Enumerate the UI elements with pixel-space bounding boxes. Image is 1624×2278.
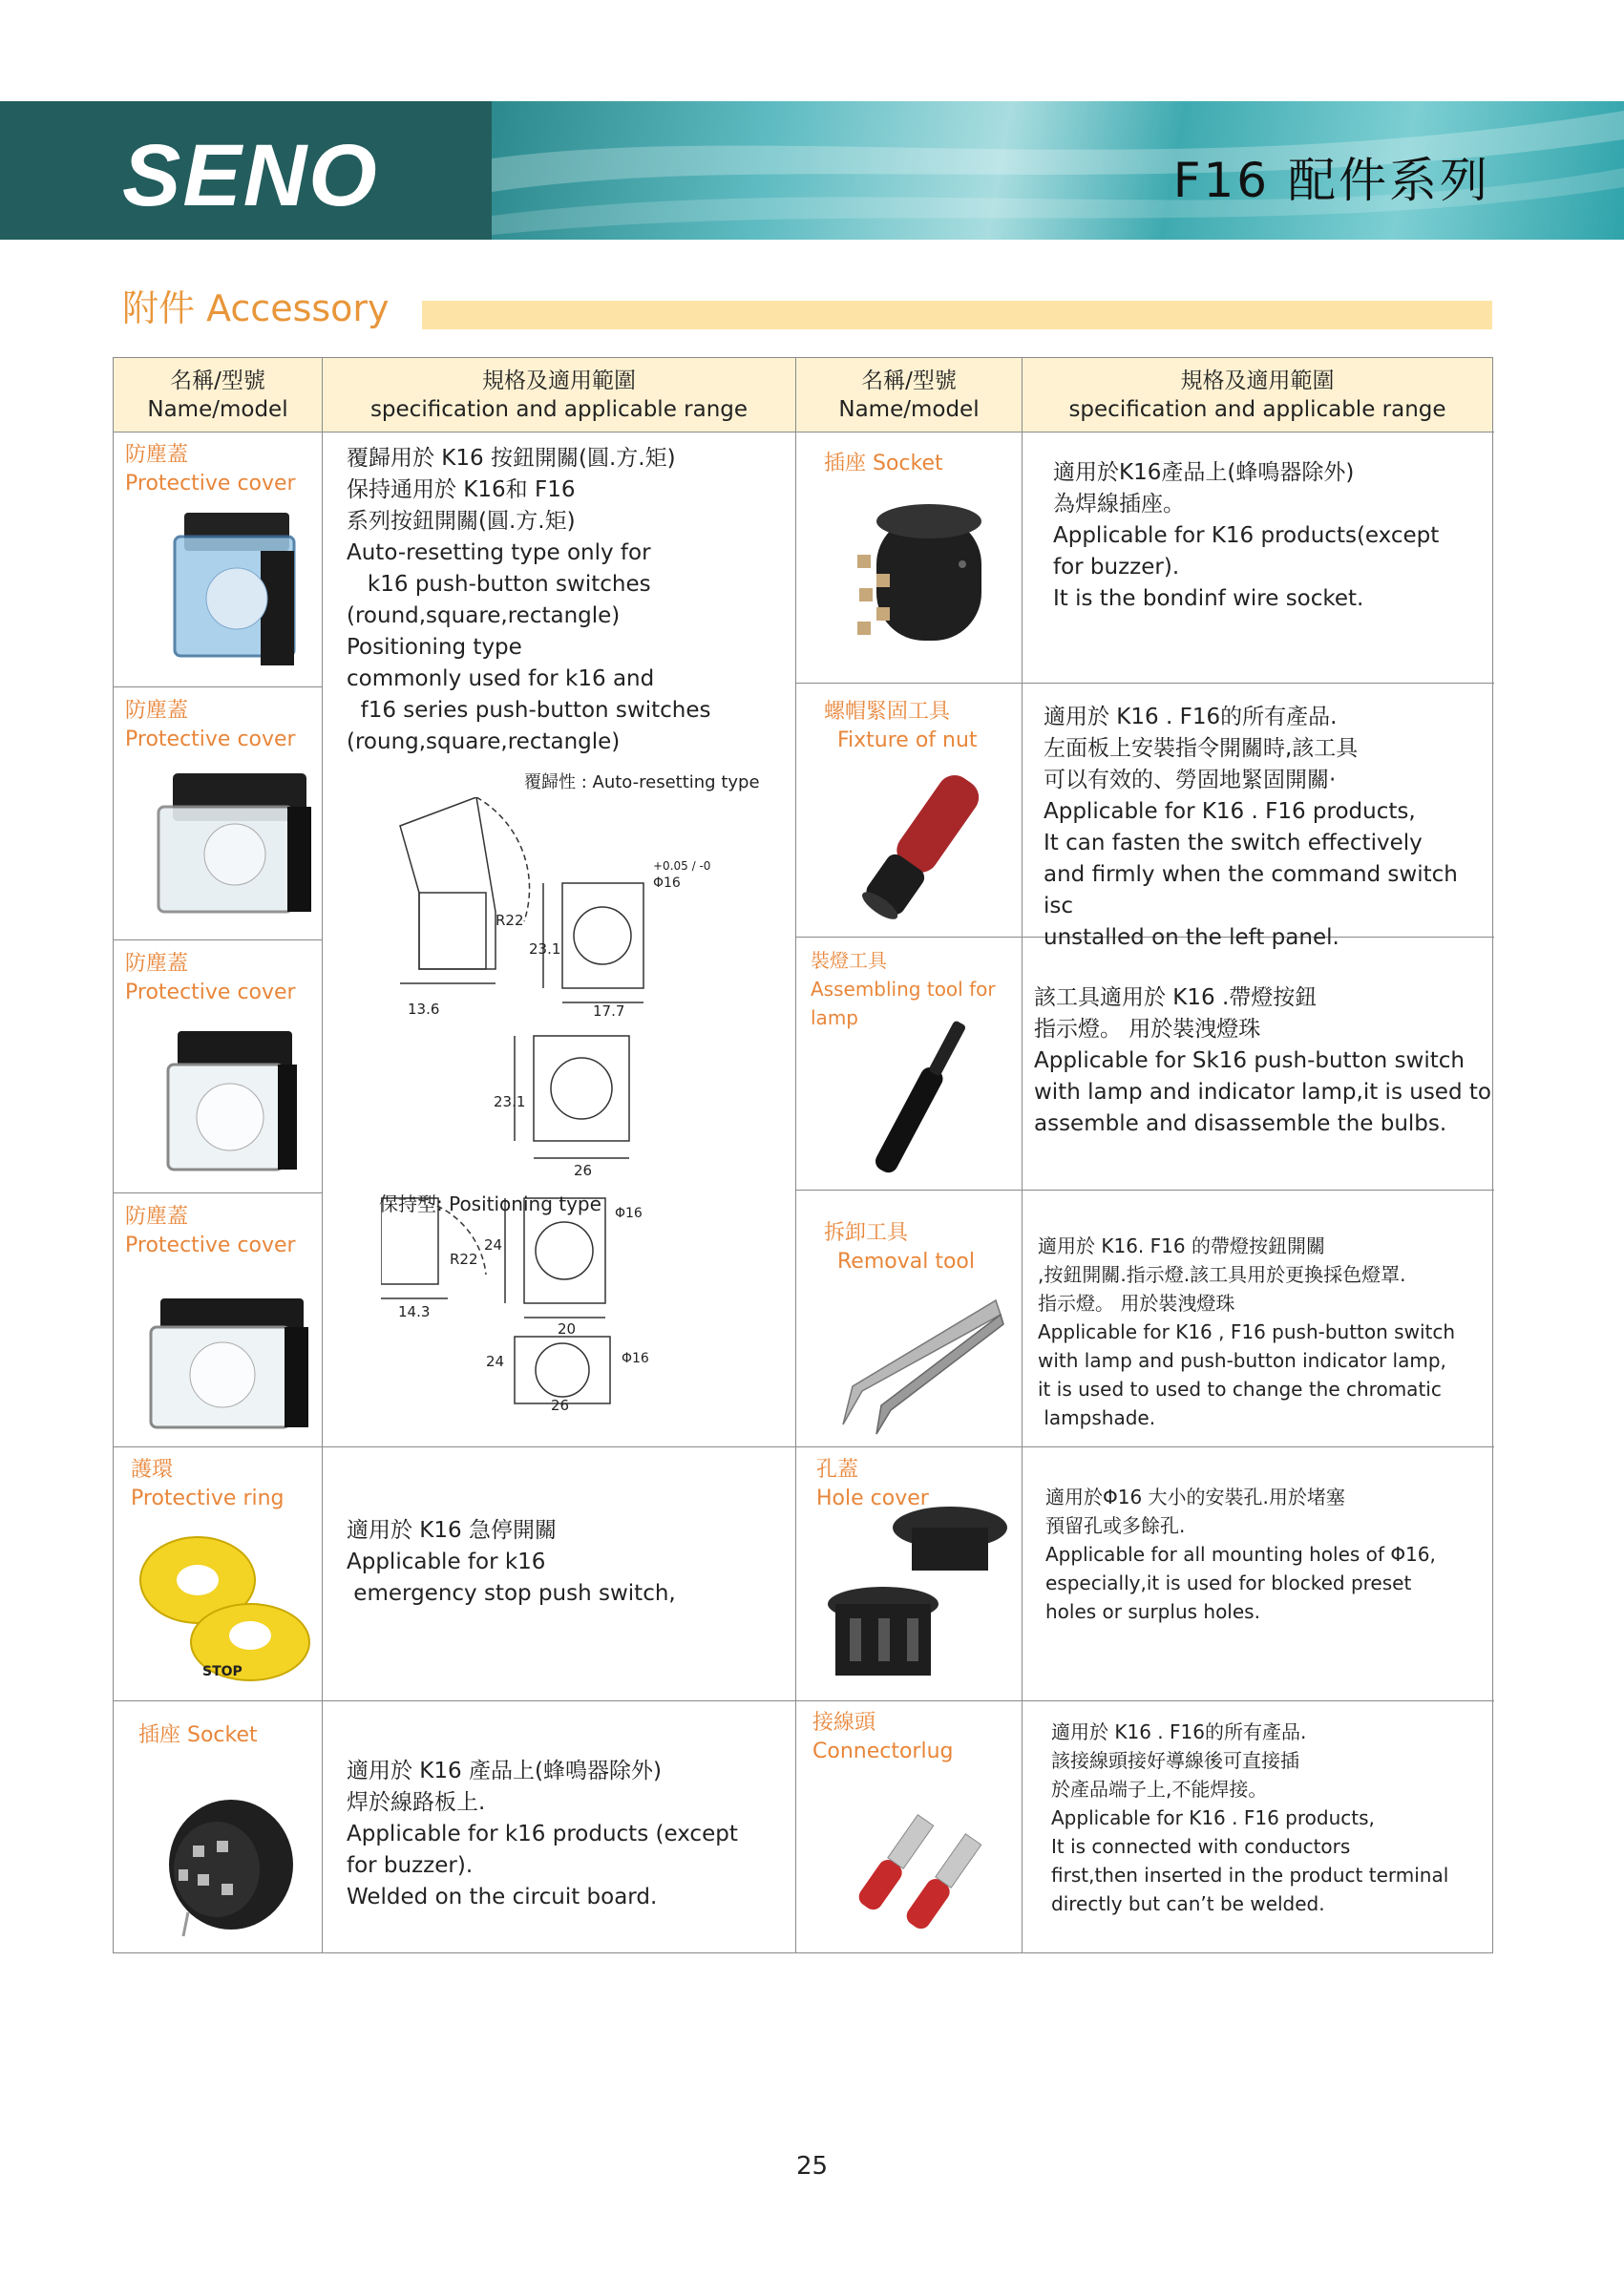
dim-label: 13.6	[408, 1001, 440, 1018]
dim-label: 20	[558, 1320, 577, 1338]
spec-line: Auto-resetting type only for	[347, 540, 651, 565]
spec-line: 該工具適用於 K16 .帶燈按鈕	[1034, 985, 1318, 1010]
hole-cover-spec-text	[1045, 1483, 1492, 1626]
spec-line: for buzzer).	[1053, 555, 1180, 580]
connector-lug-photo	[832, 1781, 1003, 1948]
positioning-type-label: 保持型: Positioning type	[379, 1192, 601, 1215]
protective-ring-photo	[131, 1523, 312, 1685]
spec-line: 於產品端子上,不能焊接。	[1051, 1778, 1268, 1801]
item-assembling-tool	[811, 946, 1021, 1032]
section-title: 附件 Accessory	[122, 287, 390, 329]
spec-line: 適用於 K16 產品上(蜂鳴器除外)	[347, 1759, 662, 1783]
item-name-cn: 螺帽緊固工具	[824, 700, 951, 724]
spec-line: It can fasten the switch effectively	[1044, 831, 1423, 855]
item-name-cn: 防塵蓋	[125, 443, 189, 467]
hole-cover-photo	[826, 1489, 1017, 1690]
header-left-name-en: Name/model	[147, 397, 288, 422]
item-name-en: Protective ring	[131, 1487, 285, 1510]
header-banner	[0, 101, 1624, 240]
item-fixture-of-nut	[824, 698, 1020, 755]
header-right-name-en: Name/model	[838, 397, 980, 422]
dim-label: 23.1	[529, 940, 561, 958]
ring-spec-text	[347, 1515, 786, 1610]
dim-label: 26	[551, 1397, 570, 1414]
spec-line: 為焊線插座。	[1053, 492, 1185, 517]
seno-logo: SENO	[122, 127, 379, 224]
section-title-bar	[422, 301, 1492, 329]
spec-line: 指示燈。 用於裝洩燈珠	[1038, 1292, 1235, 1315]
spec-line: for buzzer).	[347, 1853, 474, 1878]
spec-line: unstalled on the left panel.	[1044, 925, 1339, 950]
table-divider	[1022, 358, 1023, 1952]
item-name-cn: 防塵蓋	[125, 952, 189, 976]
table-divider	[114, 686, 322, 687]
dim-label: R22	[496, 912, 524, 929]
item-name-en: Connectorlug	[812, 1740, 954, 1763]
socket-photo	[838, 497, 991, 660]
item-name-cn: 護環	[131, 1458, 174, 1482]
dim-label: 17.7	[593, 1002, 625, 1020]
item-name-en: Fixture of nut	[824, 728, 978, 752]
assembling-tool-spec-text	[1034, 982, 1492, 1140]
dim-label: R22	[450, 1251, 478, 1268]
spec-line: assemble and disassemble the bulbs.	[1034, 1111, 1447, 1136]
dim-label: Φ16	[615, 1206, 643, 1221]
spec-line: Applicable for all mounting holes of Φ16,	[1045, 1543, 1436, 1566]
header-right-spec-cn: 規格及適用範圍	[1180, 369, 1335, 393]
header-left-name	[114, 358, 322, 432]
protective-cover-photo	[158, 1026, 302, 1179]
dim-label: 24	[486, 1353, 505, 1370]
item-name-cn: 拆卸工具	[824, 1221, 909, 1245]
dimension-drawing	[381, 797, 782, 1408]
item-removal-tool	[824, 1219, 1020, 1276]
header-right-spec	[1023, 358, 1492, 432]
item-name-cn: 接線頭	[812, 1711, 876, 1735]
item-name-cn: 裝燈工具	[811, 949, 887, 972]
svg-text:STOP: STOP	[202, 1664, 243, 1679]
item-protective-cover-4	[125, 1203, 316, 1260]
spec-line: ,按鈕開關.指示燈.該工具用於更換採色燈罩.	[1038, 1263, 1406, 1286]
dimension-diagrams	[381, 769, 782, 1437]
accessory-table	[113, 357, 1493, 1953]
socket-photo	[150, 1779, 303, 1941]
item-name-cn: 孔蓋	[816, 1458, 859, 1482]
item-name-en: Protective cover	[125, 981, 296, 1004]
fixture-of-nut-spec-text	[1044, 702, 1492, 954]
spec-line: Applicable for k16 products (except	[347, 1822, 738, 1846]
spec-line: first,then inserted in the product terminal	[1051, 1864, 1449, 1887]
item-name: 插座 Socket	[824, 452, 943, 475]
spec-line: 適用於 K16 急停開關	[347, 1518, 557, 1543]
dim-label: Φ16	[653, 875, 681, 891]
spec-line: Applicable for k16	[347, 1550, 546, 1574]
spec-line: 可以有效的、勞固地緊固開關·	[1044, 768, 1337, 792]
spec-line: f16 series push-button switches	[347, 698, 711, 723]
item-socket-left	[138, 1721, 315, 1750]
spec-line: 保持通用於 K16和 F16	[347, 477, 576, 502]
item-name-en: Hole cover	[816, 1487, 929, 1510]
table-divider	[114, 939, 322, 940]
table-divider	[114, 1446, 1494, 1447]
protective-cover-photo	[154, 769, 316, 921]
protective-cover-photo	[146, 1294, 313, 1432]
spec-line: 該接線頭接好導線後可直接插	[1051, 1749, 1299, 1772]
spec-line: k16 push-button switches	[347, 572, 651, 597]
dim-label: Φ16	[622, 1351, 649, 1366]
spec-line: 適用於 K16 . F16的所有產品.	[1051, 1720, 1307, 1743]
spec-line: it is used to used to change the chromatic	[1038, 1378, 1442, 1401]
item-name-cn: 防塵蓋	[125, 699, 189, 723]
spec-line: (roung,square,rectangle)	[347, 729, 621, 754]
spec-line: especially,it is used for blocked preset	[1045, 1571, 1412, 1594]
spec-line: 適用於 K16. F16 的帶燈按鈕開關	[1038, 1234, 1325, 1257]
item-name-en: Protective cover	[125, 728, 296, 751]
spec-line: 焊於線路板上.	[347, 1790, 486, 1815]
spec-line: holes or surplus holes.	[1045, 1600, 1260, 1623]
header-left-spec-en: specification and applicable range	[369, 397, 749, 422]
item-name-cn: 防塵蓋	[125, 1205, 189, 1229]
spec-line: directly but can’t be welded.	[1051, 1892, 1325, 1915]
socket-right-spec-text	[1053, 457, 1487, 615]
spec-line: 適用於Φ16 大小的安裝孔.用於堵塞	[1045, 1486, 1345, 1508]
spec-line: Welded on the circuit board.	[347, 1885, 658, 1909]
item-protective-ring	[131, 1456, 317, 1679]
spec-line: with lamp and indicator lamp,it is used to	[1034, 1080, 1491, 1105]
spec-line: Applicable for K16 . F16 products,	[1044, 799, 1416, 824]
header-left-spec	[323, 358, 795, 432]
spec-line: Positioning type	[347, 635, 522, 660]
header-right-spec-en: specification and applicable range	[1068, 397, 1446, 422]
item-name: 插座 Socket	[138, 1723, 258, 1747]
dim-label: 23.1	[494, 1093, 526, 1110]
assembling-tool-photo	[830, 1013, 1011, 1185]
table-divider	[795, 683, 1494, 684]
connector-lug-spec-text	[1051, 1718, 1492, 1918]
dim-label: 26	[574, 1162, 593, 1179]
table-divider	[795, 1190, 1494, 1191]
spec-line: It is the bondinf wire socket.	[1053, 586, 1364, 611]
spec-line: emergency stop push switch,	[347, 1581, 676, 1606]
protective-cover-photo	[165, 503, 308, 670]
nut-fixture-photo	[848, 765, 991, 927]
dim-label: 24	[484, 1236, 503, 1254]
item-socket-right	[824, 450, 1015, 478]
removal-tool-spec-text	[1038, 1232, 1492, 1432]
header-left-name-cn: 名稱/型號	[170, 369, 265, 393]
spec-line: 覆歸用於 K16 按鈕開關(圓.方.矩)	[347, 446, 676, 471]
item-name-en: Protective cover	[125, 472, 296, 496]
item-protective-cover-2	[125, 697, 316, 754]
item-hole-cover	[816, 1456, 1017, 1513]
spec-line: (round,square,rectangle)	[347, 603, 621, 628]
series-title: F16 配件系列	[1172, 153, 1490, 208]
spec-line: Applicable for K16 , F16 push-button switch	[1038, 1320, 1456, 1343]
item-protective-cover-3	[125, 950, 316, 1007]
socket-left-spec-text	[347, 1756, 795, 1913]
table-divider	[114, 1700, 1494, 1701]
dim-tolerance: +0.05 / -0	[653, 859, 711, 873]
table-divider	[322, 358, 323, 1952]
spec-line: 適用於K16產品上(蜂鳴器除外)	[1053, 460, 1355, 485]
spec-line: Applicable for K16 . F16 products,	[1051, 1806, 1375, 1829]
spec-line: 指示燈。 用於裝洩燈珠	[1034, 1017, 1261, 1042]
table-divider	[795, 358, 796, 1952]
header-left-spec-cn: 規格及適用範圍	[482, 369, 636, 393]
spec-line: 適用於 K16 . F16的所有產品.	[1044, 705, 1338, 729]
cover-spec-text	[347, 443, 786, 758]
spec-line: 系列按鈕開關(圓.方.矩)	[347, 509, 576, 534]
item-name-en: Removal tool	[824, 1250, 975, 1274]
spec-line: 左面板上安裝指令開關時,該工具	[1044, 736, 1359, 761]
item-name-en: Protective cover	[125, 1234, 296, 1257]
item-protective-cover-1	[125, 441, 316, 498]
spec-line: lampshade.	[1038, 1406, 1156, 1429]
auto-resetting-label: 覆歸性 : Auto-resetting type	[524, 772, 760, 792]
spec-line: It is connected with conductors	[1051, 1835, 1351, 1858]
removal-tool-photo	[824, 1291, 1005, 1444]
spec-line: 預留孔或多餘孔.	[1045, 1514, 1186, 1537]
page-number: 25	[795, 2152, 829, 2181]
item-connector-lug	[812, 1709, 1015, 1766]
spec-line: Applicable for K16 products(except	[1053, 523, 1440, 548]
spec-line: with lamp and push-button indicator lamp,	[1038, 1349, 1446, 1372]
spec-line: and firmly when the command switch isc	[1044, 862, 1458, 918]
dim-label: 14.3	[398, 1303, 431, 1320]
header-right-name-cn: 名稱/型號	[861, 369, 957, 393]
spec-line: Applicable for Sk16 push-button switch	[1034, 1048, 1465, 1073]
spec-line: commonly used for k16 and	[347, 666, 655, 691]
table-divider	[114, 1192, 322, 1193]
header-right-name	[796, 358, 1022, 432]
item-name-en: Assembling tool for lamp	[811, 978, 996, 1029]
